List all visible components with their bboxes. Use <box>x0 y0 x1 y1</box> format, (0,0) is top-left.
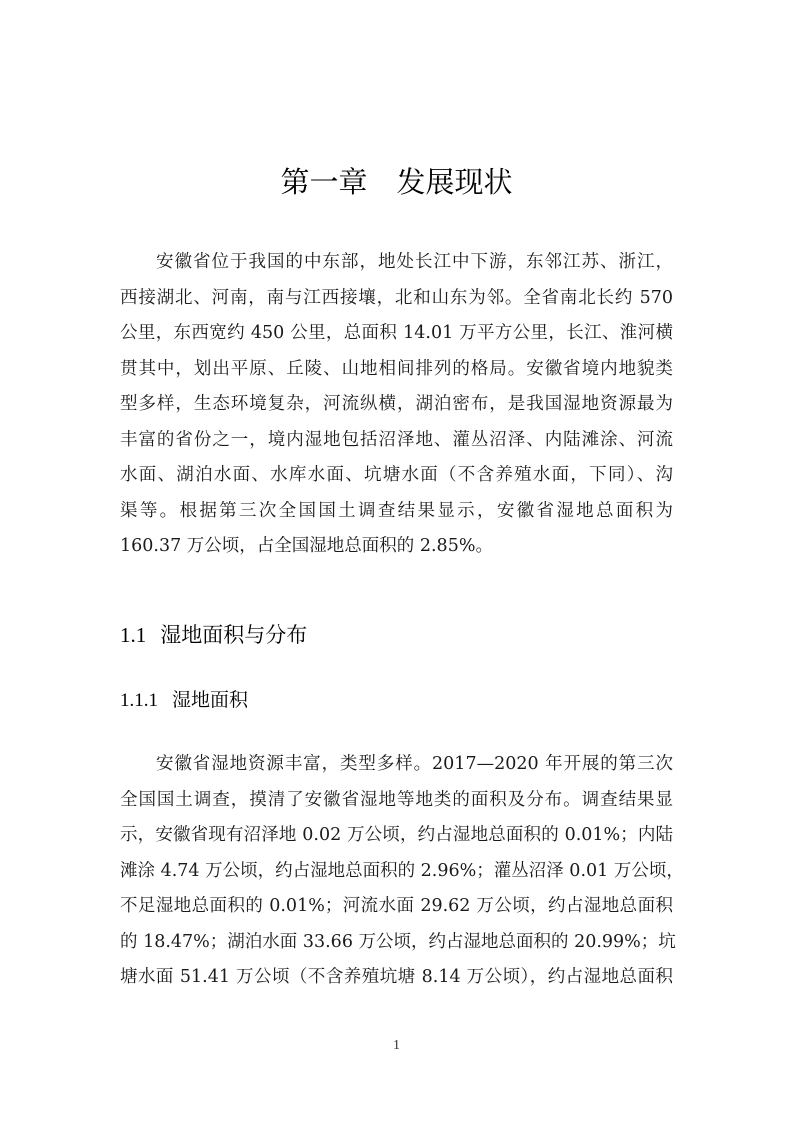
paragraph-line: 滩涂 4.74 万公顷，约占湿地总面积的 2.96%；灌丛沼泽 0.01 万公顷， <box>120 860 684 881</box>
page-number: 1 <box>393 1038 400 1053</box>
paragraph-line: 丰富的省份之一，境内湿地包括沼泽地、灌丛沼泽、内陆滩涂、河流 <box>120 429 673 450</box>
paragraph-line: 西接湖北、河南，南与江西接壤，北和山东为邻。全省南北长约 570 <box>120 287 673 308</box>
section-heading-1-1 <box>120 618 307 652</box>
paragraph-line: 的 18.47%；湖泊水面 33.66 万公顷，约占湿地总面积的 20.99%；坑 <box>120 931 676 952</box>
paragraph-line: 160.37 万公顷，占全国湿地总面积的 2.85%。 <box>120 536 493 556</box>
paragraph-line: 安徽省湿地资源丰富，类型多样。2017—2020 年开展的第三次 <box>156 754 673 774</box>
section-title: 湿地面积与分布 <box>160 623 308 647</box>
paragraph-line: 型多样，生态环境复杂，河流纵横，湖泊密布，是我国湿地资源最为 <box>120 394 673 414</box>
paragraph-line: 贯其中，划出平原、丘陵、山地相间排列的格局。安徽省境内地貌类 <box>120 358 673 379</box>
section-heading-1-1-1 <box>120 684 248 717</box>
paragraph-line: 安徽省位于我国的中东部，地处长江中下游，东邻江苏、浙江， <box>156 252 673 272</box>
paragraph-line: 塘水面 51.41 万公顷（不含养殖坑塘 8.14 万公顷），约占湿地总面积 <box>120 967 673 987</box>
paragraph-line: 水面、湖泊水面、水库水面、坑塘水面（不含养殖水面，下同）、沟 <box>120 465 673 485</box>
section-number: 1.1 <box>120 623 147 647</box>
paragraph-line: 渠等。根据第三次全国国土调查结果显示，安徽省湿地总面积为 <box>120 500 673 521</box>
section-number: 1.1.1 <box>120 690 158 711</box>
wetland-area-paragraph <box>120 747 684 996</box>
paragraph-line: 全国国土调查，摸清了安徽省湿地等地类的面积及分布。调查结果显 <box>120 789 673 810</box>
intro-paragraph <box>120 245 673 565</box>
section-title: 湿地面积 <box>172 689 249 711</box>
paragraph-line: 公里，东西宽约 450 公里，总面积 14.01 万平方公里，长江、淮河横 <box>120 323 673 343</box>
chapter-title: 第一章 发展现状 <box>280 165 513 199</box>
paragraph-line: 不足湿地总面积的 0.01%；河流水面 29.62 万公顷，约占湿地总面积 <box>120 896 673 916</box>
paragraph-line: 示，安徽省现有沼泽地 0.02 万公顷，约占湿地总面积的 0.01%；内陆 <box>120 825 673 845</box>
